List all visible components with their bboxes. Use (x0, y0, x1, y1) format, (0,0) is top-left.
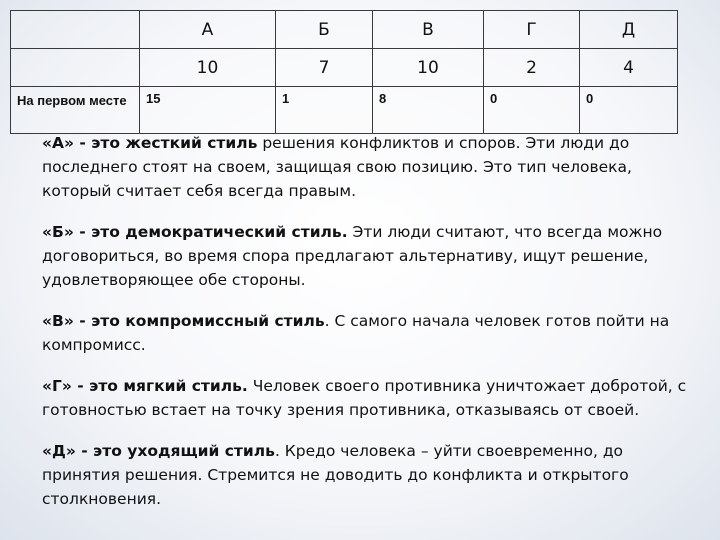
first-place-cell: 0 (484, 87, 580, 134)
table-totals-row (11, 49, 678, 87)
style-b-text: Эти люди считают, что всегда можно договориться, во время спора предлагают альтернативу, ищут решение, удовлетворяющее обе стороны. (42, 223, 663, 289)
total-cell: 10 (373, 49, 484, 87)
total-cell: 10 (140, 49, 276, 87)
column-header: Б (276, 11, 373, 49)
style-b-title: «Б» - это демократический стиль. (42, 223, 348, 241)
style-d-text: . Кредо человека – уйти своевременно, до принятия решения. Стремится не доводить до конфликта и открытого столкновения. (42, 442, 629, 508)
styles-description (42, 131, 687, 528)
first-place-cell: 0 (580, 87, 678, 134)
table-first-place-row (11, 87, 678, 134)
results-table (10, 10, 678, 134)
column-header: А (140, 11, 276, 49)
paragraph-style-d (42, 439, 687, 511)
style-g-title: «Г» - это мягкий стиль. (42, 377, 248, 395)
total-cell: 2 (484, 49, 580, 87)
first-place-cell: 1 (276, 87, 373, 134)
paragraph-style-v (42, 309, 687, 357)
paragraph-style-b (42, 220, 687, 292)
total-cell: 4 (580, 49, 678, 87)
total-cell: 7 (276, 49, 373, 87)
style-a-text: решения конфликтов и споров. Эти люди до последнего стоят на своем, защищая свою позицию. Это тип человека, который считает себя всегда правым. (42, 134, 632, 200)
style-d-title: «Д» - это уходящий стиль (42, 442, 275, 460)
style-v-text: . С самого начала человек готов пойти на компромисс. (42, 312, 670, 354)
first-place-cell: 15 (140, 87, 276, 134)
table-corner-cell (11, 11, 140, 49)
style-v-title: «В» - это компромиссный стиль (42, 312, 325, 330)
first-place-cell: 8 (373, 87, 484, 134)
table-header-row (11, 11, 678, 49)
table-empty-cell (11, 49, 140, 87)
column-header: Г (484, 11, 580, 49)
column-header: В (373, 11, 484, 49)
style-g-text: Человек своего противника уничтожает добротой, с готовностью встает на точку зрения противника, отказываясь от своей. (42, 377, 687, 419)
column-header: Д (580, 11, 678, 49)
paragraph-style-g (42, 374, 687, 422)
first-place-label: На первом месте (11, 87, 140, 134)
style-a-title: «А» - это жесткий стиль (42, 134, 258, 152)
paragraph-style-a (42, 131, 687, 203)
